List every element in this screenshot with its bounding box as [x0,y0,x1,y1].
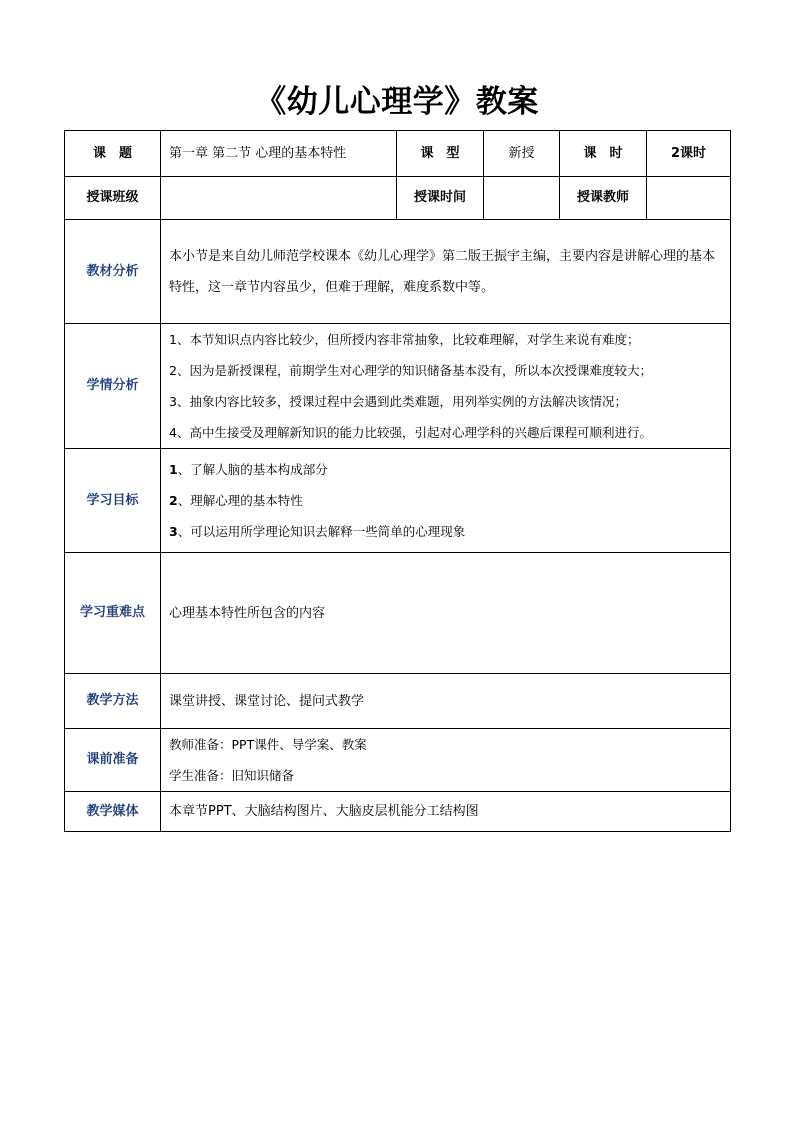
goals-row [65,449,731,553]
class-value [161,177,397,220]
type-value: 新授 [484,131,560,177]
keypoints-label: 学习重难点 [65,553,161,674]
preparation-content [161,729,731,792]
class-label: 授课班级 [65,177,161,220]
header-row-1 [65,131,731,177]
topic-value: 第一章 第二节 心理的基本特性 [161,131,397,177]
lesson-plan-table [64,130,731,832]
media-row [65,792,731,832]
students-item-1: 1、本节知识点内容比较少，但所授内容非常抽象，比较难理解，对学生来说有难度； [169,332,640,347]
keypoints-row [65,553,731,674]
students-label: 学情分析 [65,324,161,449]
time-label: 授课时间 [397,177,484,220]
goal-number-3: 3 [169,524,178,539]
students-item-4: 4、高中生接受及理解新知识的能力比较强，引起对心理学科的兴趣后课程可顺利进行。 [169,425,652,440]
goals-content [161,449,731,553]
goal-item-2 [169,485,726,516]
goal-item-3 [169,516,726,547]
hours-value: 2课时 [647,131,731,177]
topic-label: 课 题 [65,131,161,177]
teacher-label: 授课教师 [560,177,647,220]
media-content [161,792,731,832]
material-label: 教材分析 [65,220,161,324]
time-value [484,177,560,220]
type-label: 课 型 [397,131,484,177]
students-item-2: 2、因为是新授课程，前期学生对心理学的知识储备基本没有，所以本次授课难度较大； [169,363,652,378]
hours-label: 课 时 [560,131,647,177]
preparation-teacher: 教师准备：PPT课件、导学案、教案 [169,737,367,752]
students-item-3: 3、抽象内容比较多，授课过程中会遇到此类难题，用列举实例的方法解决该情况； [169,394,627,409]
media-label: 教学媒体 [65,792,161,832]
keypoints-content [161,553,731,674]
goal-text-3: 、可以运用所学理论知识去解释一些简单的心理现象 [177,524,466,539]
goals-label: 学习目标 [65,449,161,553]
students-row [65,324,731,449]
methods-text: 课堂讲授、课堂讨论、提问式教学 [169,693,365,709]
goal-number-2: 2 [169,493,178,508]
preparation-student: 学生准备：旧知识储备 [169,768,295,783]
preparation-label: 课前准备 [65,729,161,792]
preparation-row [65,729,731,792]
students-content [161,324,731,449]
material-text: 本小节是来自幼儿师范学校课本《幼儿心理学》第二版王振宇主编，主要内容是讲解心理的基本特性，这一章节内容虽少，但难于理解，难度系数中等。 [169,248,716,295]
material-row [65,220,731,324]
goal-text-1: 、了解人脑的基本构成部分 [177,462,328,477]
goal-number-1: 1 [169,462,178,477]
media-text: 本章节PPT、大脑结构图片、大脑皮层机能分工结构图 [169,804,479,819]
methods-row [65,674,731,729]
material-content [161,220,731,324]
goal-item-1 [169,454,726,485]
methods-label: 教学方法 [65,674,161,729]
methods-content [161,674,731,729]
document-title: 《幼儿心理学》教案 [255,84,539,120]
teacher-value [647,177,731,220]
goal-text-2: 、理解心理的基本特性 [177,493,303,508]
keypoints-text: 心理基本特性所包含的内容 [169,605,326,621]
header-row-2 [65,177,731,220]
